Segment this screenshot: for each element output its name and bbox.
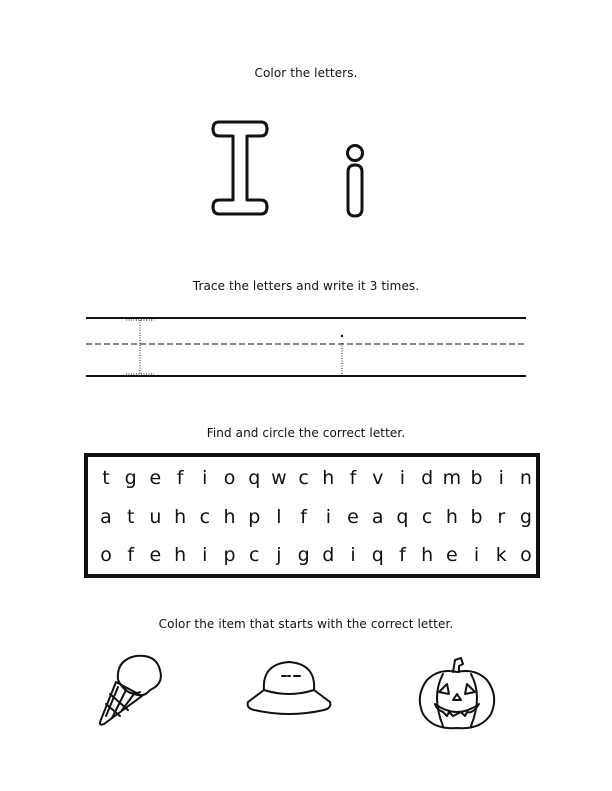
grid-letter[interactable]: i [202,467,208,489]
grid-letter[interactable]: v [372,467,384,489]
grid-letter[interactable]: e [347,506,359,528]
grid-letter[interactable]: h [174,544,187,566]
grid-letter[interactable]: q [371,544,384,566]
grid-letter[interactable]: p [248,506,261,528]
grid-letter[interactable]: h [421,544,434,566]
grid-letter[interactable]: d [421,467,434,489]
grid-letter[interactable]: t [102,467,110,489]
grid-letter[interactable]: k [495,544,507,566]
grid-letter[interactable]: o [100,544,112,566]
instruction-trace: Trace the letters and write it 3 times. [192,279,420,293]
outline-letter-lowercase-i[interactable] [340,142,370,220]
grid-letter[interactable]: a [371,506,384,528]
ice-cream-cone-icon[interactable] [94,652,174,728]
grid-letter[interactable]: h [174,506,187,528]
dotted-uppercase-i [126,320,154,374]
grid-row-2 [96,508,536,527]
grid-letter[interactable]: u [149,506,162,528]
grid-letter[interactable]: i [498,467,504,489]
grid-letter[interactable]: p [223,544,236,566]
grid-letter[interactable]: f [399,544,406,566]
grid-letter[interactable]: g [297,544,310,566]
grid-letter[interactable]: o [223,467,236,489]
grid-letter[interactable]: f [349,467,357,489]
grid-letter[interactable]: i [473,544,480,566]
grid-letter[interactable]: q [396,506,409,528]
grid-letter[interactable]: r [497,506,506,528]
grid-letter[interactable]: c [421,506,433,528]
grid-letter[interactable]: t [126,506,135,528]
grid-letter[interactable]: m [442,467,462,489]
grid-letter[interactable]: w [271,467,287,489]
grid-letter[interactable]: h [445,506,458,528]
bucket-hat-icon[interactable] [244,658,334,718]
grid-letter[interactable]: e [149,544,162,566]
grid-letter[interactable]: i [350,544,356,566]
instruction-color-letters: Color the letters. [254,66,358,80]
outline-letter-uppercase-i[interactable] [210,118,270,218]
grid-letter[interactable]: o [520,544,532,566]
grid-letter[interactable]: e [149,467,162,489]
letter-search-grid [84,453,540,578]
grid-letter[interactable]: h [223,506,236,528]
grid-letter[interactable]: a [100,506,112,528]
grid-letter[interactable]: g [519,506,532,528]
grid-letter[interactable]: j [276,544,282,566]
grid-letter[interactable]: c [199,506,211,528]
grid-letter[interactable]: f [176,467,184,489]
grid-letter[interactable]: c [248,544,260,566]
instruction-color-item: Color the item that starts with the correct letter. [158,617,454,631]
grid-letter[interactable]: i [202,544,208,566]
grid-letter[interactable]: i [399,467,406,489]
tracing-lines[interactable] [86,310,526,382]
grid-letter[interactable]: e [445,544,458,566]
grid-letter[interactable]: f [300,506,307,528]
grid-letter[interactable]: q [248,467,261,489]
grid-letter[interactable]: b [470,467,483,489]
grid-row-3 [96,546,536,565]
grid-letter[interactable]: i [325,506,331,528]
grid-row-1 [96,469,536,488]
grid-letter[interactable]: c [298,467,309,489]
grid-letter[interactable]: n [519,467,532,489]
grid-letter[interactable]: h [322,467,335,489]
grid-letter[interactable]: b [470,506,483,528]
grid-letter[interactable]: g [124,467,137,489]
grid-letter[interactable]: d [322,544,335,566]
dotted-lowercase-i [341,335,343,374]
grid-letter[interactable]: l [276,506,282,528]
instruction-find: Find and circle the correct letter. [206,426,406,440]
grid-letter[interactable]: f [127,544,135,566]
jack-o-lantern-icon[interactable] [413,656,501,732]
